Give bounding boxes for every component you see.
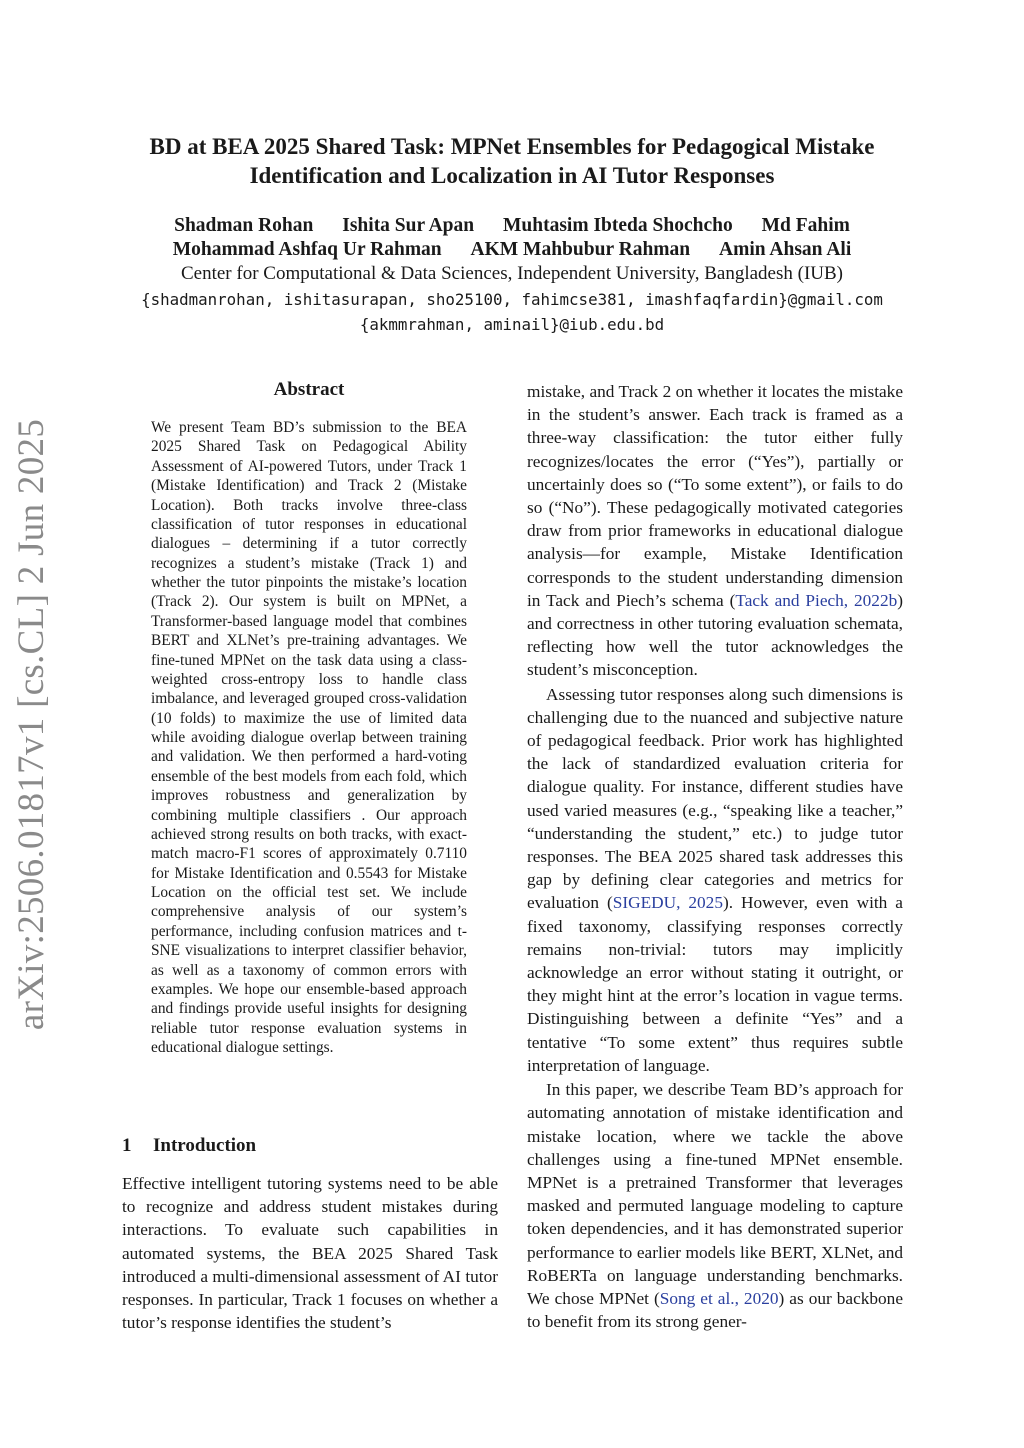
- arxiv-identifier: [6, 418, 58, 1030]
- section-title: Introduction: [153, 1135, 257, 1156]
- author-name: Ishita Sur Apan: [342, 215, 475, 236]
- paragraph-text: Assessing tutor responses along such dimensions is challenging due to the nuanced and subjective nature of pedagogical feedback. Prior work has highlighted the lack of standardized evaluation criteria for dialogue quality. For instance, different studies have used varied measures (e.g., “speaking like a teacher,” “understanding the student,” etc.) to judge tutor responses. The BEA 2025 shared task addresses this gap by defining clear categories and metrics for evaluation (: [527, 684, 903, 913]
- author-name: AKM Mahbubur Rahman: [470, 239, 691, 260]
- abstract-text: We present Team BD’s submission to the BEA 2025 Shared Task on Pedagogical Ability Assessment of AI-powered Tutors, under Track 1 (Mistake Identification) and Track 2 (Mistake Location). Both tracks involve three-class classification of tutor responses in educational dialogues – determining if a tutor correctly recognizes a student’s mistake (Track 1) and whether the tutor pinpoints the mistake’s location (Track 2). Our system is built on MPNet, a Transformer-based language model that combines BERT and XLNet’s pre-training advantages. We fine-tuned MPNet on the task data using a class-weighted cross-entropy loss to handle class imbalance, and leveraged grouped cross-validation (10 folds) to maximize the use of limited data while avoiding dialogue overlap between training and validation. We then performed a hard-voting ensemble of the best models from each fold, which improves robustness and generalization by combining multiple classifiers . Our approach achieved strong results on both tracks, with exact-match macro-F1 scores of approximately 0.7110 for Mistake Identification and 0.5543 for Mistake Location on the official test set. We include comprehensive analysis of our system’s performance, including confusion matrices and t-SNE visualizations to interpret classifier behavior, as well as a taxonomy of common errors with examples. We hope our ensemble-based approach and findings provide useful insights for designing reliable tutor response evaluation systems in educational dialogue settings.: [151, 419, 467, 1056]
- citation-link[interactable]: Tack and Piech, 2022b: [735, 590, 898, 610]
- section-heading-introduction: [122, 1134, 498, 1158]
- email-line-1: {shadmanrohan, ishitasurapan, sho25100, fahimcse381, imashfaqfardin}@gmail.com: [141, 290, 883, 309]
- section-number: 1: [122, 1135, 132, 1156]
- author-name: Muhtasim Ibteda Shochcho: [503, 215, 733, 236]
- right-column: [527, 380, 903, 1333]
- author-row-2: [80, 238, 944, 262]
- author-list: [80, 214, 944, 262]
- introduction-paragraph-continued: [527, 380, 903, 682]
- paragraph-text: ). However, even with a fixed taxonomy, classifying responses correctly remains non-trivial: tutors may implicitly acknowledge an error without stating it outright, or they might hint at the error’s location in vague terms. Distinguishing between a definite “Yes” and a tentative “To some extent” thus requires subtle interpretation of language.: [527, 893, 903, 1075]
- paragraph-text: In this paper, we describe Team BD’s approach for automating annotation of mistake identification and mistake location, where we tackle the above challenges using a fine-tuned MPNet ensemble. MPNet is a pretrained Transformer that leverages masked and permuted language modeling to capture token dependencies, and it has demonstrated superior performance to earlier models like BERT, XLNet, and RoBERTa on language understanding benchmarks. We chose MPNet (: [527, 1080, 903, 1308]
- introduction-paragraph-2: [527, 683, 903, 1077]
- paragraph-text: ) as our backbone to benefit from its strong gener-: [527, 1288, 903, 1332]
- paper-title: BD at BEA 2025 Shared Task: MPNet Ensembles for Pedagogical Mistake Identification and Localization in AI Tutor Responses: [149, 134, 875, 188]
- author-emails: [60, 287, 964, 337]
- author-name: Mohammad Ashfaq Ur Rahman: [172, 239, 442, 260]
- email-line-2: {akmmrahman, aminail}@iub.edu.bd: [359, 315, 665, 334]
- affiliation: Center for Computational & Data Sciences, Independent University, Bangladesh (IUB): [180, 263, 843, 284]
- arxiv-identifier-text: arXiv:2506.01817v1 [cs.CL] 2 Jun 2025: [11, 418, 53, 1030]
- introduction-paragraph-3: [527, 1078, 903, 1333]
- author-name: Shadman Rohan: [174, 215, 314, 236]
- abstract-heading: Abstract: [273, 379, 345, 400]
- paragraph-text: ) and correctness in other tutoring evaluation schemata, reflecting how well the tutor acknowledges the student’s misconception.: [527, 590, 903, 680]
- paragraph-text: mistake, and Track 2 on whether it locates the mistake in the student’s answer. Each track is framed as a three-way classification: the tutor either fully recognizes/locates the error (“Yes”), partially or uncertainly does so (“To some extent”), or fails to do so (“No”). These pedagogically motivated categories draw from prior frameworks in educational dialogue analysis—for example, Mistake Identification corresponds to the student understanding dimension in Tack and Piech’s schema (: [527, 382, 903, 610]
- introduction-paragraph-left: Effective intelligent tutoring systems need to be able to recognize and address student mistakes during interactions. To evaluate such capabilities in automated systems, the BEA 2025 Shared Task introduced a multi-dimensional assessment of AI tutor responses. In particular, Track 1 focuses on whether a tutor’s response identifies the student’s: [122, 1174, 498, 1333]
- author-name: Md Fahim: [761, 215, 850, 236]
- citation-link[interactable]: Song et al., 2020: [659, 1288, 779, 1308]
- author-row-1: [80, 214, 944, 238]
- author-name: Amin Ahsan Ali: [719, 239, 852, 260]
- citation-link[interactable]: SIGEDU, 2025: [612, 893, 723, 913]
